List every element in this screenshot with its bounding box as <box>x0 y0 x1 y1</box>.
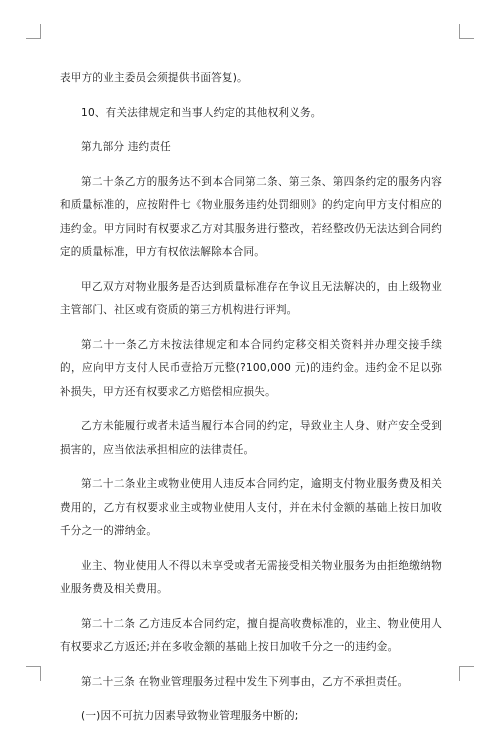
crop-mark-bottom-right <box>459 666 474 681</box>
paragraph-liability: 乙方未能履行或者未适当履行本合同的约定，导致业主人身、财产安全受到损害的，应当依法承担相应的法律责任。 <box>60 420 442 456</box>
paragraph-article-23: 第二十三条 在物业管理服务过程中发生下列事由，乙方不承担责任。 <box>81 675 409 688</box>
document-body <box>60 67 442 729</box>
crop-mark-bottom-left <box>26 666 41 681</box>
paragraph-continuation: 表甲方的业主委员会须提供书面答复)。 <box>60 72 248 84</box>
paragraph-article-20: 第二十条乙方的服务达不到本合同第二条、第三条、第四条约定的服务内容和质量标准的，应按附件七《物业服务违约处罚细则》的约定向甲方支付相应的违约金。甲方同时有权要求乙方对其服务进行整改，若经整改仍无法达到合同约定的质量标准，甲方有权依法解除本合同。 <box>60 175 442 258</box>
paragraph-fee-refusal: 业主、物业使用人不得以未享受或者无需接受相关物业服务为由拒绝缴纳物业服务费及相关费用。 <box>60 559 442 595</box>
paragraph-article-21: 第二十一条乙方未按法律规定和本合同约定移交相关资料并办理交接手续的，应向甲方支付人民币壹拾万元整(?100,000 元)的违约金。违约金不足以弥补损失，甲方还有权要求乙方赔偿相应损失。 <box>60 338 442 398</box>
paragraph-dispute: 甲乙双方对物业服务是否达到质量标准存在争议且无法解决的，由上级物业主管部门、社区或有资质的第三方机构进行评判。 <box>60 280 442 316</box>
section-heading: 第九部分 违约责任 <box>81 141 171 153</box>
paragraph-article-22-b: 第二十二条 乙方违反本合同约定，擅自提高收费标准的，业主、物业使用人有权要求乙方返还;并在多收金额的基础上按日加收千分之一的违约金。 <box>60 617 442 653</box>
crop-mark-top-left <box>26 24 41 39</box>
paragraph-article-22: 第二十二条业主或物业使用人违反本合同约定，逾期支付物业服务费及相关费用的，乙方有权要求业主或物业使用人支付，并在未付金额的基础上按日加收千分之一的滞纳金。 <box>60 478 442 537</box>
crop-mark-top-right <box>459 24 474 39</box>
paragraph-item-10: 10、有关法律规定和当事人约定的其他权利义务。 <box>81 106 322 119</box>
paragraph-force-majeure: (一)因不可抗力因素导致物业管理服务中断的; <box>81 710 299 722</box>
